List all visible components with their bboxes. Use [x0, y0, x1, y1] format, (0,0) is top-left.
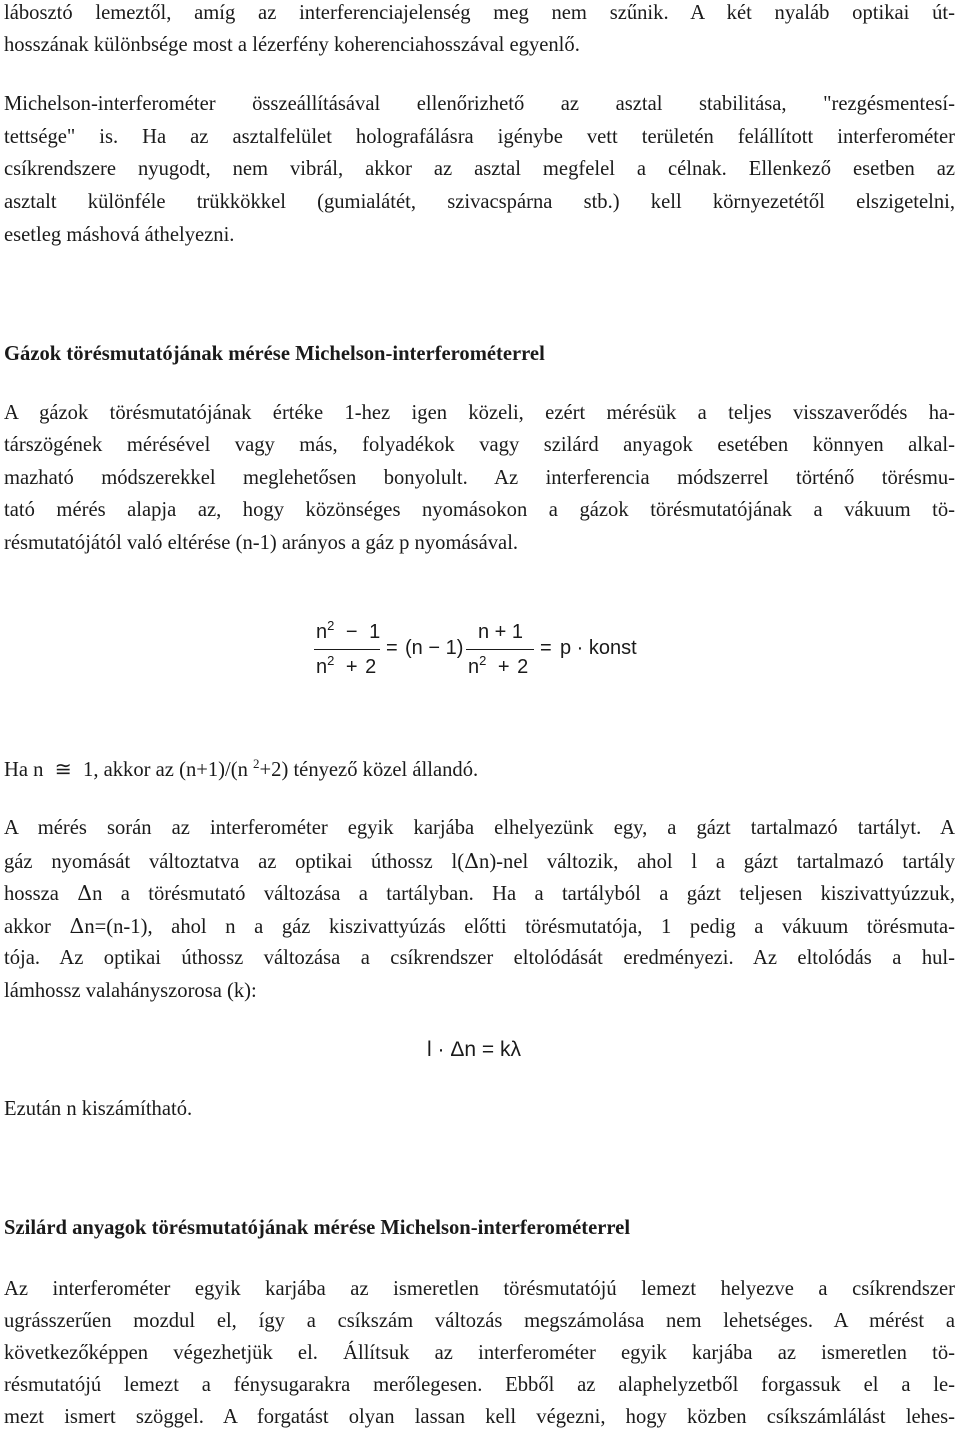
paragraph-7-line-3: következőképpen végezhetjük el. Állítsuk az interferométer egyik karjába az ismeretlen tö-: [4, 1342, 955, 1364]
eq1-equals-1: =: [386, 637, 398, 659]
paragraph-3-line-5: résmutatójától való eltérése (n-1) arányos a gáz p nyomásával.: [4, 532, 519, 554]
paragraph-2-line-3: csíkrendszere nyugodt, nem vibrál, akkor az asztal megfelel a célnak. Ellenkező esetben az: [4, 158, 955, 180]
section-heading-gases: Gázok törésmutatójának mérése Michelson-interferométerrel: [4, 343, 545, 365]
paragraph-5-line-1: A mérés során az interferométer egyik karjába elhelyezünk egy, a gázt tartalmazó tartályt. A: [4, 817, 955, 839]
delta-symbol: Δ: [77, 881, 93, 905]
paragraph-2-line-5: esetleg máshová áthelyezni.: [4, 224, 235, 246]
paragraph-1-line-1: lábosztó lemeztől, amíg az interferenciajelenség meg nem szűnik. A két nyaláb optikai út-: [4, 2, 955, 24]
paragraph-5-line-3: hossza Δn a törésmutató változása a tartályban. Ha a tartályból a gázt teljesen kiszivattyúzzuk,: [4, 881, 955, 905]
delta-symbol: Δ: [69, 914, 85, 938]
eq1-frac1-denominator: $n^2 + 2$: [316, 653, 377, 678]
paragraph-5-line-6: lámhossz valahányszorosa (k):: [4, 980, 257, 1002]
paragraph-2-line-4: asztalt különféle trükkökkel (gumialátét, szivacspárna stb.) kell környezetétől elszigetelni,: [4, 191, 955, 213]
paragraph-5-line-5: tója. Az optikai úthossz változása a csíkrendszer eltolódását eredményezi. Az eltolódás a hul-: [4, 947, 955, 969]
eq1-frac1-bar: [314, 649, 380, 650]
eq1-p-konst: p · konst: [560, 637, 637, 659]
equation-path-difference: l · Δn = kλ: [427, 1038, 521, 1061]
delta-symbol: Δ: [464, 849, 480, 873]
section-heading-solids: Szilárd anyagok törésmutatójának mérése Michelson-interferométerrel: [4, 1217, 631, 1239]
paragraph-2-line-2: tettsége" is. Ha az asztalfelület holografálásra igénybe vett területén felállított interferométer: [4, 126, 955, 148]
paragraph-7-line-1: Az interferométer egyik karjába az ismeretlen törésmutatójú lemezt helyezve a csíkrendszer: [4, 1278, 955, 1300]
paragraph-3-line-1: A gázok törésmutatójának értéke 1-hez igen közeli, ezért mérésük a teljes visszaverődés ha-: [4, 402, 955, 424]
paragraph-1-line-2: hosszának különbsége most a lézerfény koherenciahosszával egyenlő.: [4, 34, 580, 56]
eq1-frac1-numerator: $n^2 - 1$: [316, 618, 381, 643]
paragraph-5-line-4: akkor Δn=(n-1), ahol n a gáz kiszivattyúzás előtti törésmutatója, 1 pedig a vákuum törésmuta-: [4, 914, 955, 938]
paragraph-7-line-2: ugrásszerűen mozdul el, így a csíkszám változás megszámolása nem lehetséges. A mérést a: [4, 1310, 955, 1332]
paragraph-3-line-3: mazható módszerekkel meglehetősen bonyolult. Az interferencia módszerrel történő törésmu-: [4, 467, 955, 489]
approx-equal-symbol: ≅: [54, 757, 72, 781]
eq1-equals-2: =: [540, 637, 552, 659]
paragraph-4: Ha n ≅ 1, akkor az (n+1)/(n $^2$+2) tényező közel állandó.: [4, 756, 479, 781]
eq1-n-minus-one: (n − 1): [405, 637, 464, 659]
paragraph-5-line-2: gáz nyomását változtatva az optikai úthossz l(Δn)-nel változik, ahol l a gázt tartalmazó tartály: [4, 849, 955, 873]
eq1-frac2-denominator: $n^2 + 2$: [468, 653, 529, 678]
paragraph-3-line-2: társzögének mérésével vagy más, folyadékok vagy szilárd anyagok esetében könnyen alkal-: [4, 434, 955, 456]
eq1-frac2-bar: [466, 649, 534, 650]
paragraph-6: Ezután n kiszámítható.: [4, 1098, 193, 1120]
paragraph-7-line-5: mezt ismert szöggel. A forgatást olyan lassan kell végezni, hogy közben csíkszámlálást lehes-: [4, 1406, 955, 1428]
eq1-frac2-numerator: n + 1: [478, 621, 524, 643]
paragraph-7-line-4: résmutatójú lemezt a fénysugarakra merőlegesen. Ebből az alaphelyzetből forgassuk el a le-: [4, 1374, 955, 1396]
paragraph-2-line-1: Michelson-interferométer összeállításával ellenőrizhető az asztal stabilitása, "rezgésmentesí-: [4, 93, 955, 115]
paragraph-3-line-4: tató mérés alapja az, hogy közönséges nyomásokon a gázok törésmutatójának a vákuum tö-: [4, 499, 955, 521]
